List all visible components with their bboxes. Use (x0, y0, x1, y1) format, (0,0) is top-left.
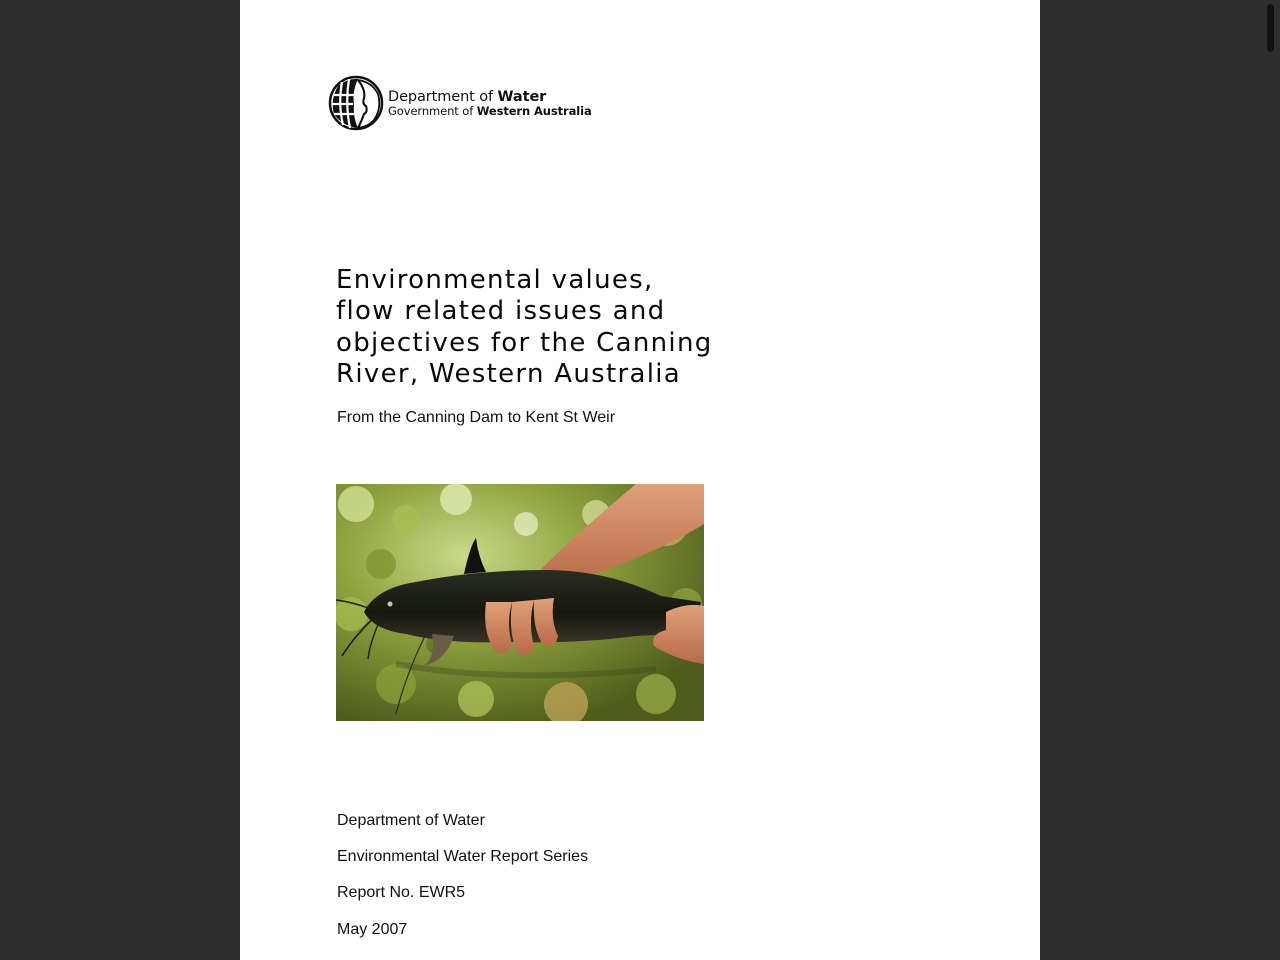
footer-organisation: Department of Water (337, 812, 485, 829)
vertical-scrollbar-thumb[interactable] (1267, 4, 1274, 52)
document-title (336, 265, 756, 390)
department-logo (328, 74, 592, 134)
catfish-photo-illustration (336, 484, 704, 721)
logo-government-line: Government of Western Australia (388, 104, 592, 118)
footer-date: May 2007 (337, 921, 408, 938)
document-page (240, 0, 1040, 960)
document-subtitle: From the Canning Dam to Kent St Weir (337, 409, 616, 426)
title-line: flow related issues and (336, 296, 666, 327)
cover-photo (336, 484, 704, 721)
footer-series: Environmental Water Report Series (337, 848, 589, 865)
footer-report-number: Report No. EWR5 (337, 884, 466, 901)
globe-emblem-icon (328, 74, 386, 132)
logo-wordmark (388, 89, 592, 118)
title-line: objectives for the Canning (336, 327, 713, 358)
title-line: Environmental values, (336, 265, 654, 295)
logo-department-line: Department of Water (388, 89, 547, 105)
title-line: River, Western Australia (336, 358, 681, 389)
